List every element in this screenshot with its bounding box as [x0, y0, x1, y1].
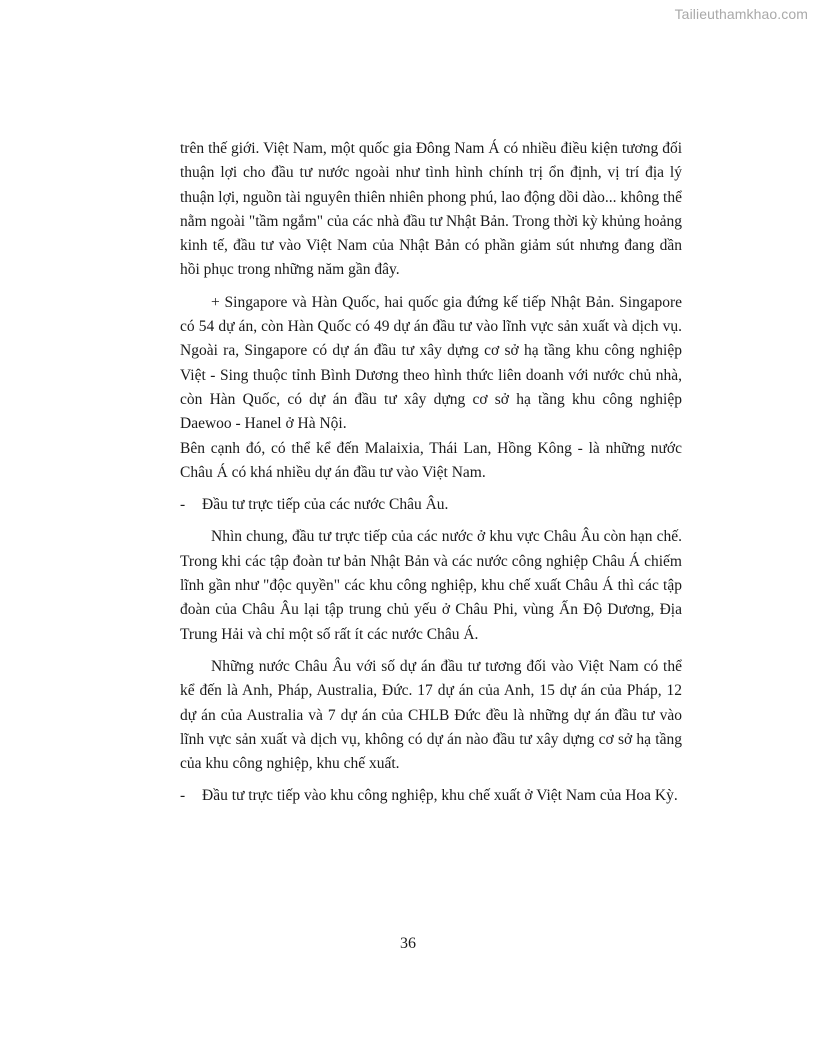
- paragraph-europe-overview: Nhìn chung, đầu tư trực tiếp của các nước ở khu vực Châu Âu còn hạn chế. Trong khi các tập đoàn tư bản Nhật Bản và các nước công nghiệp Châu Á chiếm lĩnh gần như "độc quyền" các khu công nghiệp, khu chế xuất Châu Á thì các tập đoàn của Châu Âu lại tập trung chủ yếu ở Châu Phi, vùng Ấn Độ Dương, Địa Trung Hải và chỉ một số rất ít các nước Châu Á.: [180, 528, 682, 643]
- paragraph-japan-investment: trên thế giới. Việt Nam, một quốc gia Đông Nam Á có nhiều điều kiện tương đối thuận lợi cho đầu tư nước ngoài như tình hình chính trị ổn định, vị trí địa lý thuận lợi, nguồn tài nguyên thiên nhiên phong phú, lao động dồi dào... không thể nằm ngoài "tầm ngắm" của các nhà đầu tư Nhật Bản. Trong thời kỳ khủng hoảng kinh tế, đầu tư vào Việt Nam của Nhật Bản có phần giảm sút nhưng đang dần hồi phục trong những năm gần đây.: [180, 140, 682, 279]
- bullet-text: Đầu tư trực tiếp vào khu công nghiệp, khu chế xuất ở Việt Nam của Hoa Kỳ.: [202, 787, 678, 805]
- paragraph-europe-countries: Những nước Châu Âu với số dự án đầu tư tương đối vào Việt Nam có thể kể đến là Anh, Pháp, Australia, Đức. 17 dự án của Anh, 15 dự án của Pháp, 12 dự án của Australia và 7 dự án của CHLB Đức đều là những dự án đầu tư vào lĩnh vực sản xuất và dịch vụ, không có dự án nào đầu tư xây dựng cơ sở hạ tầng của khu công nghiệp, khu chế xuất.: [180, 657, 682, 773]
- paragraph-other-asia: Bên cạnh đó, có thể kể đến Malaixia, Thái Lan, Hồng Kông - là những nước Châu Á có khá nhiều dự án đầu tư vào Việt Nam.: [180, 439, 682, 481]
- bullet-dash: -: [180, 787, 186, 805]
- bullet-europe-heading: [180, 493, 682, 517]
- bullet-dash: -: [180, 496, 186, 514]
- paragraph-singapore-korea: + Singapore và Hàn Quốc, hai quốc gia đứng kế tiếp Nhật Bản. Singapore có 54 dự án, còn Hàn Quốc có 49 dự án đầu tư vào lĩnh vực sản xuất và dịch vụ. Ngoài ra, Singapore có dự án đầu tư xây dựng cơ sở hạ tầng khu công nghiệp Việt - Sing thuộc tỉnh Bình Dương theo hình thức liên doanh với nước chủ nhà, còn Hàn Quốc, có dự án đầu tư xây dựng cơ sở hạ tầng khu công nghiệp Daewoo - Hanel ở Hà Nội.: [180, 293, 682, 433]
- bullet-text: Đầu tư trực tiếp của các nước Châu Âu.: [202, 496, 449, 514]
- page-number: 36: [400, 935, 416, 952]
- bullet-usa-heading: [180, 784, 682, 808]
- page-body: [180, 137, 682, 809]
- watermark: Tailieuthamkhao.com: [674, 6, 808, 22]
